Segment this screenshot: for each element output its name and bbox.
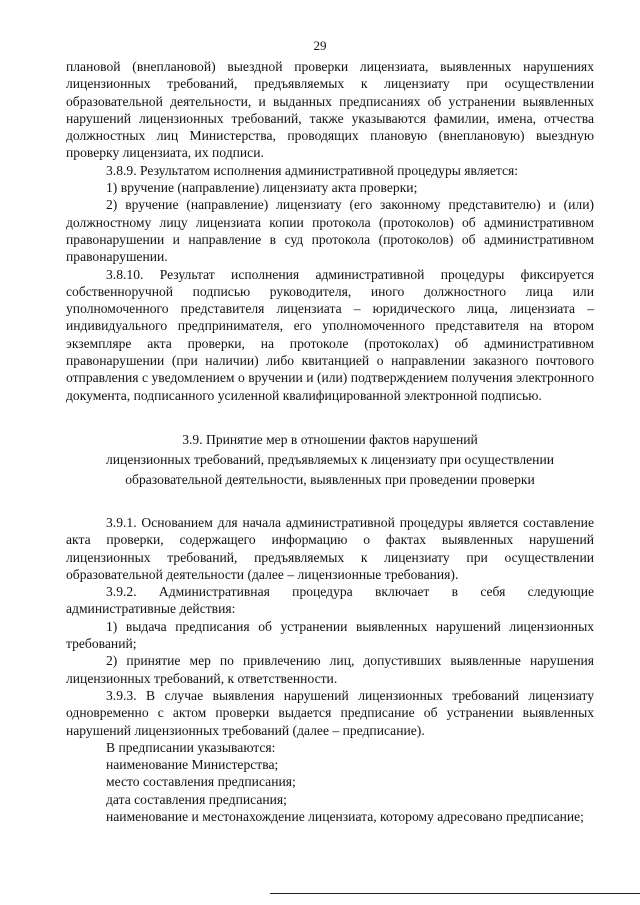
paragraph: 3.8.9. Результатом исполнения административной процедуры является: — [106, 162, 519, 178]
paragraph: плановой (внеплановой) выездной проверки лицензиата, выявленных нарушениях лицензионных требований, предъявляемых к лицензиату при осуществлении образовательной деятельности, и выданных предписаниях об устранении выявленных нарушений лицензионных требований, также указываются фамилии, имена, отчества должностных лиц Министерства, проводящих плановую (внеплановую) выездную проверку лицензиата, их подписи. — [66, 59, 594, 161]
text-block-top — [66, 58, 594, 404]
page-number: 29 — [313, 38, 327, 53]
paragraph: 1) вручение (направление) лицензиату акта проверки; — [106, 180, 418, 196]
bottom-divider — [270, 893, 640, 894]
section-heading — [66, 430, 594, 490]
section-heading-line: образовательной деятельности, выявленных при проведении проверки — [125, 471, 535, 487]
paragraph: наименование и местонахождение лицензиата, которому адресовано предписание; — [106, 808, 584, 824]
page-body — [66, 58, 594, 825]
section-heading-line: 3.9. Принятие мер в отношении фактов нарушений — [182, 431, 478, 447]
paragraph: 1) выдача предписания об устранении выявленных нарушений лицензионных требований; — [66, 618, 594, 652]
paragraph: место составления предписания; — [106, 774, 296, 790]
text-block-bottom — [66, 514, 594, 825]
paragraph: 3.9.3. В случае выявления нарушений лицензионных требований лицензиату одновременно с актом проверки выдается предписание об устранении выявленных нарушений лицензионных требований (далее – предписание). — [66, 687, 594, 738]
paragraph: В предписании указываются: — [106, 739, 276, 755]
paragraph: 3.9.1. Основанием для начала административной процедуры является составление акта проверки, содержащего информацию о фактах выявленных нарушений лицензионных требований, предъявляемых к лицензиату при осуществлении образовательной деятельности (далее – лицензионные требования). — [66, 514, 594, 582]
paragraph: 3.8.10. Результат исполнения административной процедуры фиксируется собственноручной подписью руководителя, иного должностного лица или уполномоченного представителя лицензиата – юридического лица, лицензиата – индивидуального предпринимателя, его уполномоченного представителя на втором экземпляре акта проверки, на протоколе (протоколах) об административном правонарушении (при наличии) либо квитанцией о направлении заказного почтового отправления с уведомлением о вручении и (или) подтверждением получения электронного документа, подписанного усиленной квалифицированной электронной подписью. — [66, 266, 594, 403]
paragraph: 2) вручение (направление) лицензиату (его законному представителю) и (или) должностному лицу лицензиата копии протокола (протоколов) об административном правонарушении и направление в суд протокола (протоколов) об административном правонарушении. — [66, 197, 594, 265]
paragraph: 3.9.2. Административная процедура включает в себя следующие административные действия: — [66, 584, 594, 617]
paragraph: дата составления предписания; — [106, 791, 287, 807]
paragraph: наименование Министерства; — [106, 757, 279, 773]
section-heading-line: лицензионных требований, предъявляемых к лицензиату при осуществлении — [105, 451, 555, 467]
paragraph: 2) принятие мер по привлечению лиц, допустивших выявленные нарушения лицензионных требований, к ответственности. — [66, 653, 594, 686]
